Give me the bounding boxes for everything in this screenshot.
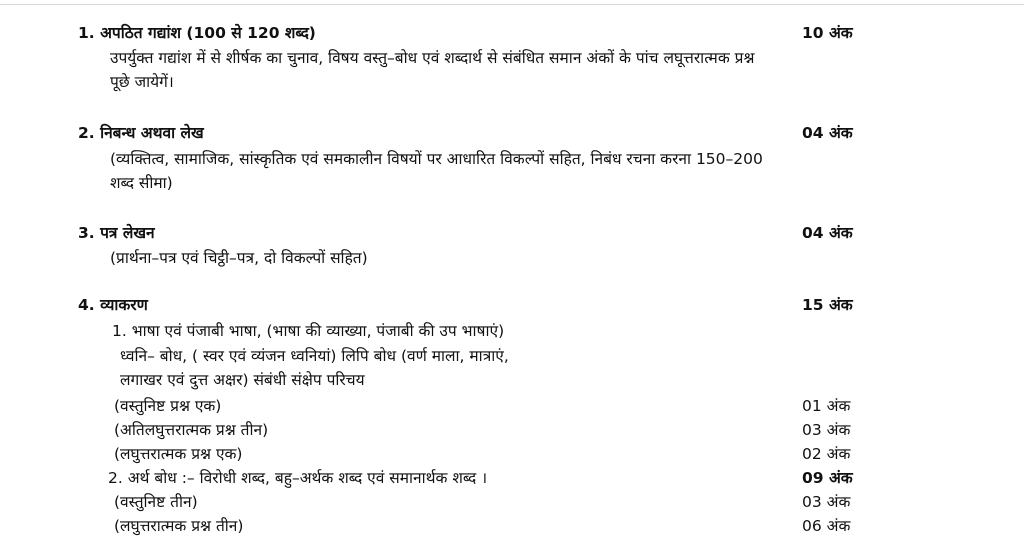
grammar-sub2-marks: 09 अंक xyxy=(802,469,853,487)
section-2-desc-line-2: शब्द सीमा) xyxy=(110,174,173,192)
section-4-title: 4. व्याकरण xyxy=(78,296,148,314)
grammar-sub1-item-2-label: (अतिलघुत्तरात्मक प्रश्न तीन) xyxy=(114,421,269,439)
grammar-sub2-item-1-marks: 03 अंक xyxy=(802,493,851,511)
grammar-sub1-line-3: लगाखर एवं दुत्त अक्षर) संबंधी संक्षेप परिचय xyxy=(120,371,365,389)
grammar-sub1-item-3-label: (लघुत्तरात्मक प्रश्न एक) xyxy=(114,445,243,463)
section-3-desc-line-1: (प्रार्थना–पत्र एवं चिट्ठी–पत्र, दो विकल्पों सहित) xyxy=(110,249,368,267)
top-divider xyxy=(0,4,1024,5)
grammar-sub1-line-1: 1. भाषा एवं पंजाबी भाषा, (भाषा की व्याख्या, पंजाबी की उप भाषाएं) xyxy=(112,322,505,340)
grammar-sub2-item-1-label: (वस्तुनिष्ट तीन) xyxy=(114,493,198,511)
section-1-desc-line-2: पूछे जायेगें। xyxy=(110,73,174,91)
section-1-desc-line-1: उपर्युक्त गद्यांश में से शीर्षक का चुनाव, विषय वस्तु–बोध एवं शब्दार्थ से संबंधित समान अंकों के पांच लघूत्तरात्मक प्रश्न xyxy=(110,49,755,67)
grammar-sub2-line: 2. अर्थ बोध :– विरोधी शब्द, बहु–अर्थक शब्द एवं समानार्थक शब्द । xyxy=(108,469,488,487)
section-2-marks: 04 अंक xyxy=(802,124,853,142)
section-3-title: 3. पत्र लेखन xyxy=(78,224,155,242)
grammar-sub1-item-2-marks: 03 अंक xyxy=(802,421,851,439)
grammar-sub2-item-2-label: (लघुत्तरात्मक प्रश्न तीन) xyxy=(114,517,244,535)
grammar-sub1-line-2: ध्वनि– बोध, ( स्वर एवं व्यंजन ध्वनियां) लिपि बोध (वर्ण माला, मात्राएं, xyxy=(120,347,509,365)
grammar-sub1-item-1-marks: 01 अंक xyxy=(802,397,851,415)
section-3-marks: 04 अंक xyxy=(802,224,853,242)
section-1-title: 1. अपठित गद्यांश (100 से 120 शब्द) xyxy=(78,24,316,42)
section-1-marks: 10 अंक xyxy=(802,24,853,42)
section-2-title: 2. निबन्ध अथवा लेख xyxy=(78,124,204,142)
grammar-sub1-item-3-marks: 02 अंक xyxy=(802,445,851,463)
grammar-sub2-item-2-marks: 06 अंक xyxy=(802,517,851,535)
section-4-marks: 15 अंक xyxy=(802,296,853,314)
grammar-sub1-item-1-label: (वस्तुनिष्ट प्रश्न एक) xyxy=(114,397,222,415)
section-2-desc-line-1: (व्यक्तित्व, सामाजिक, सांस्कृतिक एवं समकालीन विषयों पर आधारित विकल्पों सहित, निबंध रचना करना 150–200 xyxy=(110,150,763,168)
